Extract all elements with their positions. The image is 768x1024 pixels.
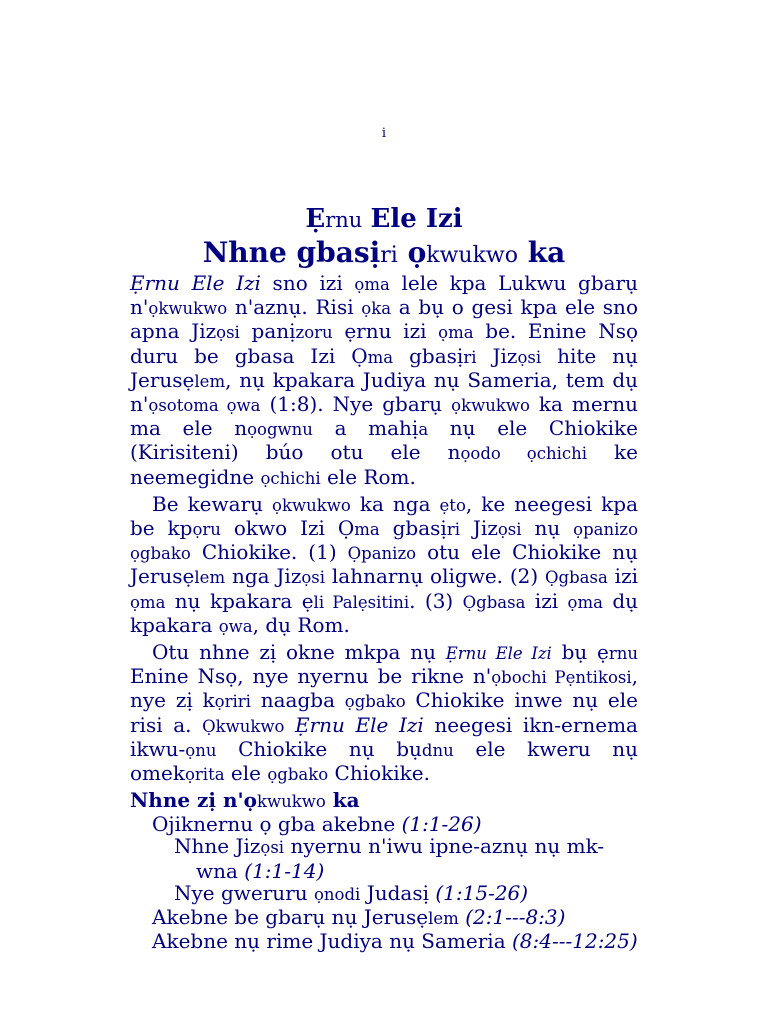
text-span: ẹto — [439, 495, 466, 515]
intro-paragraph — [130, 272, 638, 490]
text-span: ọsi — [301, 568, 326, 588]
text-span — [284, 713, 295, 737]
text-span: ọkwukwo — [272, 495, 351, 515]
text-span: ọrita — [184, 765, 225, 785]
text-span: dụ kpakara — [130, 588, 639, 637]
text-span: nụ — [521, 516, 574, 541]
text-span: nụ ele Chiokike (Kirisiteni) búo otu ele n — [130, 416, 638, 465]
outline-text: ọnodi — [314, 884, 361, 904]
text-span: gbasị — [379, 516, 447, 541]
text-span: lem — [194, 371, 226, 391]
text-span: rnu — [608, 644, 639, 664]
text-span: Chiokike. (1) — [190, 540, 348, 565]
text-span: ri — [463, 347, 477, 367]
text-span: sno izi — [260, 271, 355, 295]
structure-paragraph — [130, 493, 638, 638]
text-span: ele Rom. — [320, 464, 416, 489]
text-span: ọma — [354, 275, 390, 294]
title-part: rnu — [325, 208, 363, 232]
text-span: ka mernu ma ele n — [130, 392, 639, 441]
text-span: Ọkwukwo — [202, 716, 285, 736]
text-span: Otu nhne zị okne mkpa nụ — [152, 640, 446, 665]
text-span: ri — [446, 520, 460, 540]
heading-part: ka — [325, 788, 360, 813]
text-span: a bụ o gesi kpa ele sno apna Jiz — [130, 295, 638, 344]
text-span: Be kewarụ — [152, 491, 273, 516]
text-span: ọsi — [517, 347, 542, 367]
text-span: ele kweru nụ omek — [130, 736, 639, 786]
outline-reference: (2:1---8:3) — [465, 905, 566, 930]
text-span: , dụ Rom. — [252, 612, 350, 637]
outline-text: nyernu n'iwu ipne-aznụ nụ mk-wna — [196, 834, 605, 883]
text-span: ọma — [567, 592, 603, 612]
text-span: n'aznụ. Risi — [227, 295, 362, 320]
text-span: Ọgbasa — [545, 568, 608, 588]
text-span: okwo Izi Ọ — [220, 516, 355, 541]
text-span: Enine Nsọ, nye nyernu be rikne n' — [130, 664, 492, 689]
subtitle-part: Nhne gbasị — [202, 236, 381, 269]
text-span: ọkwukwo — [451, 396, 530, 416]
outline-text: Akebne be gbarụ nụ Jerusẹ — [152, 905, 429, 930]
text-span: , nye zị k — [130, 664, 638, 713]
text-span: (1:8). Nye gbarụ — [260, 392, 452, 417]
text-span: li Palẹsitini — [313, 592, 410, 612]
outline-reference: (1:1-26) — [401, 812, 482, 837]
text-span: ele — [224, 761, 268, 786]
text-span: Jiz — [460, 516, 498, 541]
text-span: ọsi — [216, 323, 240, 343]
outline-subitem — [130, 882, 638, 906]
title-part: Ele Izi — [370, 204, 463, 234]
outline-text: Akebne nụ rime Judiya nụ Sameria — [152, 929, 512, 954]
text-span: ọogwnu — [247, 420, 313, 440]
text-span: ma — [367, 347, 394, 367]
outline-item — [130, 930, 638, 952]
text-span: , ke neegesi kpa be kp — [130, 491, 638, 541]
outline-item — [130, 813, 638, 835]
subtitle-part: ọ — [407, 236, 427, 269]
text-span: izi — [525, 588, 568, 613]
text-span: a mahị — [312, 416, 419, 441]
text-span: lahnarnụ oligwe. (2) — [325, 564, 546, 589]
outline-list — [130, 813, 638, 952]
body-text — [130, 272, 638, 952]
text-span: ọgbako — [267, 765, 329, 785]
outline-subitem — [130, 835, 638, 881]
text-span: neegesi ikn-ernema ikwu- — [130, 712, 638, 761]
text-span: otu ele Chiokike nụ Jerusẹ — [130, 540, 638, 589]
outline-reference: (1:15-26) — [435, 880, 529, 905]
text-span: Ẹrnu Ele Izi — [445, 644, 552, 664]
text-span: Ẹrnu Ele Izi — [295, 712, 424, 737]
text-span: ka nga — [350, 491, 440, 516]
title-part: Ẹ — [305, 204, 326, 234]
text-span: ọkwukwo — [148, 299, 228, 319]
text-span: a — [418, 420, 429, 440]
text-span: gbasị — [393, 343, 464, 368]
text-span: ọriri — [214, 692, 251, 712]
text-span: ọma — [438, 323, 474, 343]
text-span: hite nụ Jerusẹ — [130, 343, 639, 392]
outline-item — [130, 906, 638, 930]
outline-text: Judasị — [360, 880, 436, 905]
text-span: be. Enine Nsọ duru be gbasa Izi Ọ — [130, 319, 638, 368]
subtitle-part: ri — [380, 243, 398, 268]
text-span: ọpanizo ọgbako — [130, 520, 639, 564]
text-span: ọnu — [185, 740, 217, 760]
outline-text: Nye gweruru — [174, 880, 314, 905]
text-span: nụ kpakara ẹ — [165, 588, 314, 613]
text-span: lem — [194, 568, 226, 588]
text-span: panị — [239, 319, 296, 344]
text-span: ọwa — [218, 616, 253, 636]
outline-text: ọsi — [260, 838, 285, 858]
text-span: ẹrnu izi — [332, 319, 439, 344]
text-span: Jiz — [476, 343, 518, 368]
text-span: bụ ẹ — [551, 640, 609, 665]
heading-part: Nhne zị n'ọ — [130, 788, 257, 813]
text-span: Chiokike. — [328, 761, 430, 786]
text-span: izi — [607, 564, 638, 589]
text-span: ọka — [361, 299, 392, 319]
text-span: , nụ kpakara Judiya nụ Sameria, tem dụ n' — [130, 367, 638, 417]
text-span: dnu — [421, 740, 454, 760]
text-span: ọsi — [497, 520, 522, 540]
text-span: Ọpanizo — [347, 544, 417, 564]
outline-reference: (8:4---12:25) — [511, 929, 638, 954]
outline-text: lem — [428, 909, 459, 929]
text-span: ọma — [130, 592, 166, 612]
text-span: ọbochi Pẹntikosi — [491, 668, 632, 688]
outline-reference: (1:1-14) — [244, 858, 325, 883]
outline-text: Ojiknernu ọ gba akebne — [152, 812, 402, 837]
subtitle-part: kwukwo — [426, 243, 519, 268]
book-subtitle — [130, 236, 638, 273]
text-span: Chiokike nụ bụ — [216, 736, 422, 761]
text-span: ọchichi — [260, 468, 321, 488]
text-span: ọru — [192, 520, 221, 540]
text-span: lele kpa Lukwu gbarụ n' — [130, 271, 638, 320]
heading-part: kwukwo — [256, 792, 326, 812]
text-span: Ẹrnu Ele Izi — [130, 271, 261, 295]
text-span: Ọgbasa — [462, 592, 526, 612]
theme-paragraph — [130, 641, 638, 786]
outline-heading — [130, 789, 638, 813]
subtitle-part: ka — [527, 236, 566, 269]
text-span: nga Jiz — [225, 564, 302, 589]
text-span: ọodo ọchichi — [460, 444, 587, 464]
text-span: ke neemegidne — [130, 440, 638, 489]
text-span: ọsotoma ọwa — [148, 396, 261, 416]
text-span: ọgbako — [344, 692, 406, 712]
text-span: naagba — [250, 688, 345, 713]
page-number: i — [381, 126, 387, 141]
text-span: . (3) — [409, 588, 463, 613]
text-span: zoru — [295, 323, 333, 343]
book-title — [130, 203, 638, 236]
text-span: Chiokike inwe nụ ele risi a. — [130, 688, 638, 737]
outline-text: Nhne Jiz — [174, 834, 261, 859]
text-span: ma — [354, 520, 380, 540]
